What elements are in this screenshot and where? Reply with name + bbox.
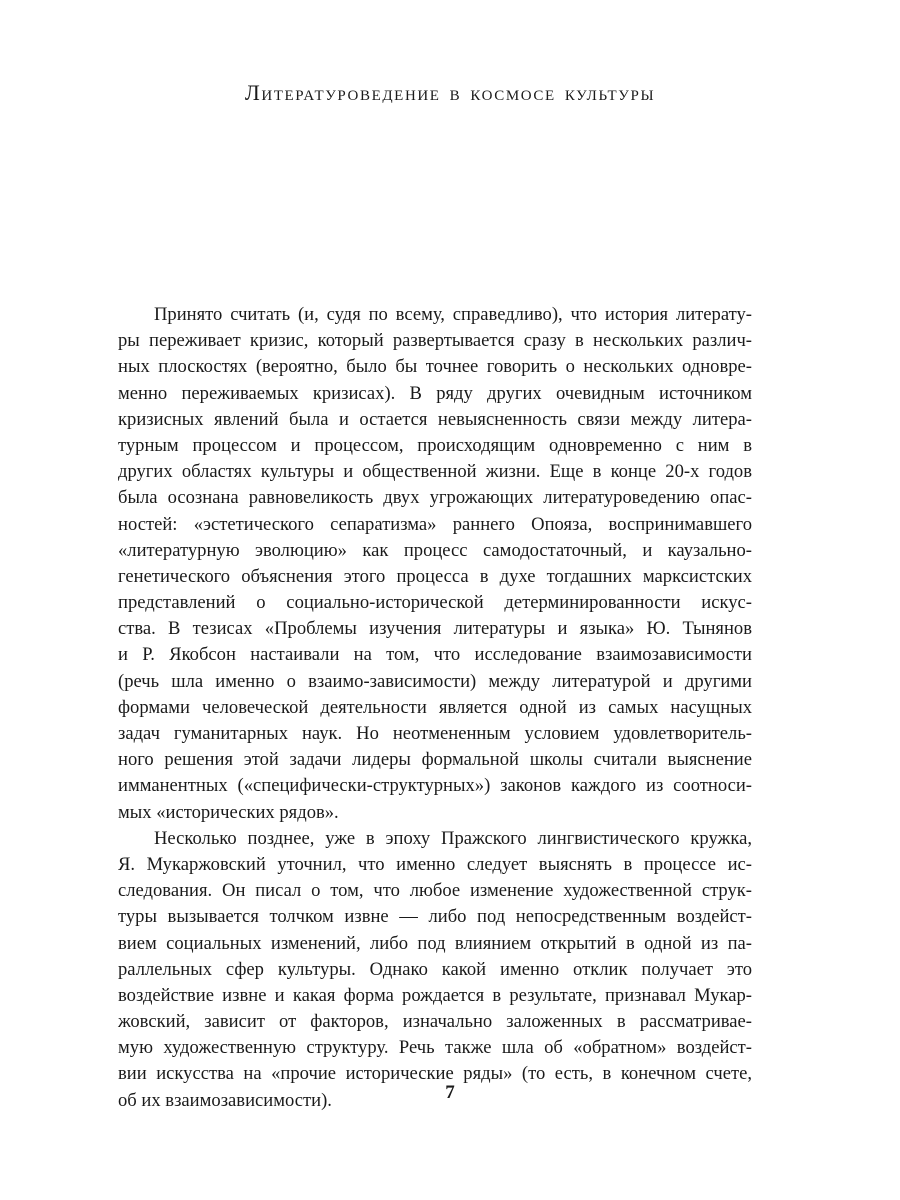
text-line: жовский, зависит от факторов, изначально заложенных в рассматривае- [118,1011,752,1033]
text-line: ного решения этой задачи лидеры формальной школы считали выяснение [118,749,752,771]
text-line: туры вызывается толчком извне — либо под непосредственным воздейст- [118,906,752,928]
text-line: Принято считать (и, судя по всему, справедливо), что история литерату- [154,304,752,325]
text-line: кризисных явлений была и остается невыясненность связи между литера- [118,408,752,430]
text-line: ностей: «эстетического сепаратизма» раннего Опояза, воспринимавшего [118,513,752,535]
text-line: представлений о социально-исторической детерминированности искус- [118,592,752,614]
text-line: мую художественную структуру. Речь также шла об «обратном» воздейст- [118,1037,752,1059]
text-line: турным процессом и процессом, происходящим одновременно с ним в [118,434,752,456]
text-line: мых «исторических рядов». [118,801,339,823]
paragraph-2 [118,826,752,1114]
text-line: ства. В тезисах «Проблемы изучения литературы и языка» Ю. Тынянов [118,618,752,640]
text-line: формами человеческой деятельности является одной из самых насущных [118,696,752,718]
text-line: генетического объяснения этого процесса в духе тогдашних марксистских [118,565,752,587]
body-text [118,302,752,1114]
text-line: задач гуманитарных наук. Но неотмененным условием удовлетворитель- [118,723,752,744]
text-line: раллельных сфер культуры. Однако какой именно отклик получает это [118,958,752,980]
text-line: других областях культуры и общественной жизни. Еще в конце 20-х годов [118,461,752,483]
text-line: Я. Мукаржовский уточнил, что именно следует выяснять в процессе ис- [118,853,752,875]
page-title: Литературоведение в космосе культуры [244,80,656,105]
text-line: менно переживаемых кризисах). В ряду других очевидным источником [118,382,752,404]
text-line: следования. Он писал о том, что любое изменение художественной струк- [118,880,752,902]
page-number: 7 [445,1082,455,1103]
text-line: «литературную эволюцию» как процесс самодостаточный, и каузально- [118,539,752,561]
text-line: ры переживает кризис, который развертывается сразу в нескольких различ- [118,330,752,352]
text-line: Несколько позднее, уже в эпоху Пражского лингвистического кружка, [154,827,752,849]
text-line: (речь шла именно о взаимо-зависимости) между литературой и другими [118,670,752,692]
text-line: вии искусства на «прочие исторические ряды» (то есть, в конечном счете, [118,1063,752,1085]
text-line: вием социальных изменений, либо под влиянием открытий в одной из па- [118,932,752,954]
text-line: имманентных («специфически-структурных») законов каждого из соотноси- [118,775,752,797]
text-line: ных плоскостях (вероятно, было бы точнее говорить о нескольких одновре- [118,356,752,378]
text-line: и Р. Якобсон настаивали на том, что исследование взаимозависимости [118,644,752,666]
text-line: воздействие извне и какая форма рождается в результате, признавал Мукар- [118,984,752,1006]
paragraph-1 [118,302,752,826]
text-line: была осознана равновеликость двух угрожающих литературоведению опас- [118,487,752,509]
text-line: об их взаимозависимости). [118,1089,332,1111]
